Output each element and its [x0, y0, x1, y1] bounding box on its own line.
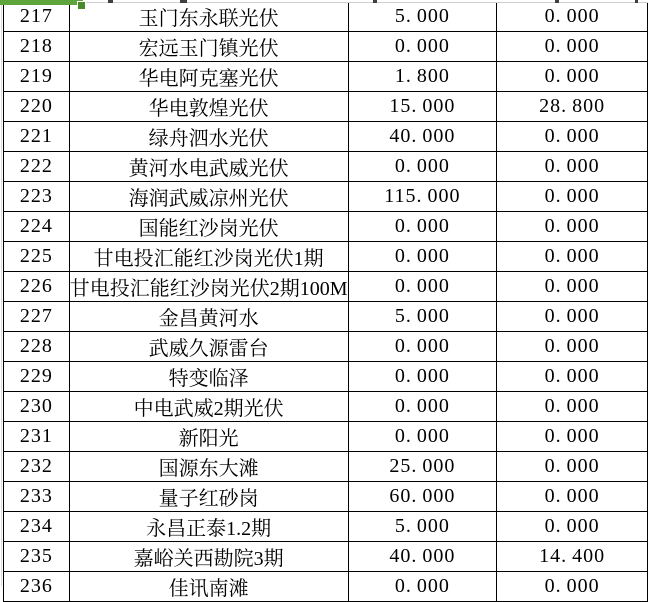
table-row: [4, 32, 648, 62]
table-row: [4, 542, 648, 572]
table-row: [4, 182, 648, 212]
value1-cell[interactable]: 5. 000: [348, 2, 497, 32]
name-cell[interactable]: 佳讯南滩: [69, 572, 348, 602]
value1-cell[interactable]: 0. 000: [348, 422, 497, 452]
value2-cell[interactable]: 0. 000: [497, 122, 648, 152]
name-cell[interactable]: 华电敦煌光伏: [69, 92, 348, 122]
value1-cell[interactable]: 0. 000: [348, 572, 497, 602]
value1-cell[interactable]: 25. 000: [348, 452, 497, 482]
row-number-cell[interactable]: 226: [4, 272, 70, 302]
value1-cell[interactable]: 0. 000: [348, 332, 497, 362]
value2-cell[interactable]: 0. 000: [497, 272, 648, 302]
table-row: [4, 152, 648, 182]
name-cell[interactable]: 嘉峪关西勘院3期: [69, 542, 348, 572]
value2-cell[interactable]: 0. 000: [497, 422, 648, 452]
value1-cell[interactable]: 0. 000: [348, 362, 497, 392]
value1-cell[interactable]: 115. 000: [348, 182, 497, 212]
table-row: [4, 422, 648, 452]
value1-cell[interactable]: 0. 000: [348, 152, 497, 182]
row-number-cell[interactable]: 231: [4, 422, 70, 452]
value2-cell[interactable]: 0. 000: [497, 62, 648, 92]
left-gridline-remnant: [1, 0, 2, 586]
value2-cell[interactable]: 0. 000: [497, 2, 648, 32]
clipped-text-remnant: [373, 0, 377, 3]
row-number-cell[interactable]: 218: [4, 32, 70, 62]
row-number-cell[interactable]: 225: [4, 242, 70, 272]
value1-cell[interactable]: 0. 000: [348, 212, 497, 242]
value2-cell[interactable]: 0. 000: [497, 212, 648, 242]
table-row: [4, 392, 648, 422]
table-row: [4, 62, 648, 92]
name-cell[interactable]: 玉门东永联光伏: [69, 2, 348, 32]
table-row: [4, 242, 648, 272]
row-number-cell[interactable]: 233: [4, 482, 70, 512]
clipped-text-remnant: [555, 0, 559, 3]
value2-cell[interactable]: 0. 000: [497, 392, 648, 422]
value1-cell[interactable]: 1. 800: [348, 62, 497, 92]
value2-cell[interactable]: 0. 000: [497, 482, 648, 512]
value2-cell[interactable]: 0. 000: [497, 332, 648, 362]
row-number-cell[interactable]: 222: [4, 152, 70, 182]
value1-cell[interactable]: 0. 000: [348, 392, 497, 422]
name-cell[interactable]: 国源东大滩: [69, 452, 348, 482]
value1-cell[interactable]: 0. 000: [348, 242, 497, 272]
table-row: [4, 482, 648, 512]
row-number-cell[interactable]: 228: [4, 332, 70, 362]
name-cell[interactable]: 甘电投汇能红沙岗光伏1期: [69, 242, 348, 272]
row-number-cell[interactable]: 232: [4, 452, 70, 482]
name-cell[interactable]: 永昌正泰1.2期: [69, 512, 348, 542]
selection-border: [0, 0, 83, 5]
table-row: [4, 302, 648, 332]
value1-cell[interactable]: 40. 000: [348, 122, 497, 152]
row-number-cell[interactable]: 217: [4, 2, 70, 32]
value2-cell[interactable]: 0. 000: [497, 512, 648, 542]
table-row: [4, 452, 648, 482]
row-number-cell[interactable]: 223: [4, 182, 70, 212]
value1-cell[interactable]: 0. 000: [348, 32, 497, 62]
clipped-text-remnant: [108, 0, 113, 3]
name-cell[interactable]: 海润武威凉州光伏: [69, 182, 348, 212]
row-number-cell[interactable]: 235: [4, 542, 70, 572]
row-number-cell[interactable]: 219: [4, 62, 70, 92]
value1-cell[interactable]: 5. 000: [348, 302, 497, 332]
value1-cell[interactable]: 15. 000: [348, 92, 497, 122]
table-row: [4, 272, 648, 302]
table-row: [4, 362, 648, 392]
name-cell[interactable]: 特变临泽: [69, 362, 348, 392]
name-cell[interactable]: 金昌黄河水: [69, 302, 348, 332]
value2-cell[interactable]: 0. 000: [497, 32, 648, 62]
value2-cell[interactable]: 0. 000: [497, 152, 648, 182]
value2-cell[interactable]: 14. 400: [497, 542, 648, 572]
name-cell[interactable]: 国能红沙岗光伏: [69, 212, 348, 242]
table-row: [4, 2, 648, 32]
value2-cell[interactable]: 28. 800: [497, 92, 648, 122]
name-cell[interactable]: 宏远玉门镇光伏: [69, 32, 348, 62]
name-cell[interactable]: 黄河水电武威光伏: [69, 152, 348, 182]
value2-cell[interactable]: 0. 000: [497, 452, 648, 482]
table-row: [4, 572, 648, 602]
row-number-cell[interactable]: 234: [4, 512, 70, 542]
table-row: [4, 122, 648, 152]
table-row: [4, 92, 648, 122]
name-cell[interactable]: 绿舟泗水光伏: [69, 122, 348, 152]
row-number-cell[interactable]: 224: [4, 212, 70, 242]
value2-cell[interactable]: 0. 000: [497, 572, 648, 602]
value2-cell[interactable]: 0. 000: [497, 302, 648, 332]
value1-cell[interactable]: 40. 000: [348, 542, 497, 572]
table: [3, 2, 648, 602]
row-number-cell[interactable]: 230: [4, 392, 70, 422]
name-cell[interactable]: 量子红砂岗: [69, 482, 348, 512]
value2-cell[interactable]: 0. 000: [497, 362, 648, 392]
top-gridline-remnant: [3, 2, 648, 3]
name-cell[interactable]: 华电阿克塞光伏: [69, 62, 348, 92]
row-number-cell[interactable]: 220: [4, 92, 70, 122]
name-cell[interactable]: 新阳光: [69, 422, 348, 452]
table-row: [4, 212, 648, 242]
value2-cell[interactable]: 0. 000: [497, 182, 648, 212]
value1-cell[interactable]: 0. 000: [348, 272, 497, 302]
row-number-cell[interactable]: 221: [4, 122, 70, 152]
table-row: [4, 332, 648, 362]
clipped-text-remnant: [635, 0, 638, 3]
name-cell[interactable]: 中电武威2期光伏: [69, 392, 348, 422]
name-cell[interactable]: 武威久源雷台: [69, 332, 348, 362]
row-number-cell[interactable]: 229: [4, 362, 70, 392]
row-number-cell[interactable]: 236: [4, 572, 70, 602]
data-grid: [3, 2, 648, 602]
name-cell[interactable]: 甘电投汇能红沙岗光伏2期100M: [69, 272, 348, 302]
selection-fill-handle[interactable]: [77, 1, 86, 10]
value1-cell[interactable]: 5. 000: [348, 512, 497, 542]
table-row: [4, 512, 648, 542]
value2-cell[interactable]: 0. 000: [497, 242, 648, 272]
value1-cell[interactable]: 60. 000: [348, 482, 497, 512]
row-number-cell[interactable]: 227: [4, 302, 70, 332]
clipped-text-remnant: [180, 0, 187, 3]
